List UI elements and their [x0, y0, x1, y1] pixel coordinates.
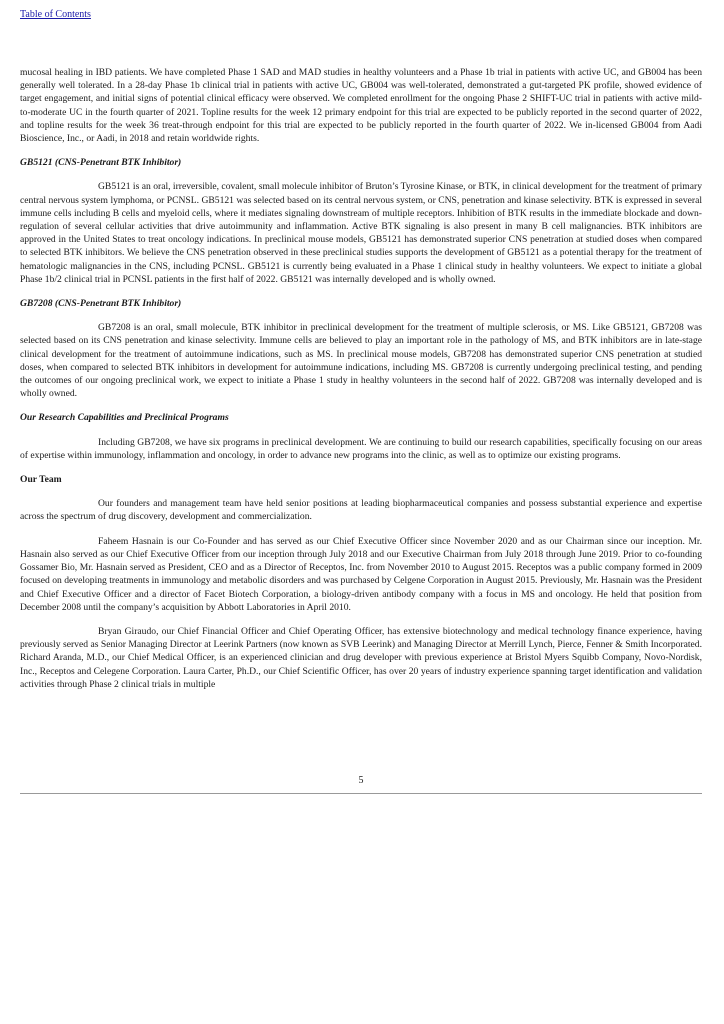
page-number: 5: [358, 775, 364, 786]
team-heading: Our Team: [20, 474, 62, 486]
research-paragraph: Including GB7208, we have six programs in preclinical development. We are continuing to build our research capabilities, specifically focusing on our areas of expertise within immunology, inflammation and oncology, in order to advance new programs into the clinic, as well as to optimize our existing programs.: [20, 436, 702, 461]
table-of-contents-link[interactable]: Table of Contents: [20, 9, 91, 20]
gb5121-paragraph: GB5121 is an oral, irreversible, covalent, small molecule inhibitor of Bruton’s Tyrosine Kinase, or BTK, in clinical development for the treatment of primary central nervous system lymphoma, or PCNSL. GB5121 was selected based on its central nervous system, or CNS, penetration and kinase selectivity. BTK is expressed in several immune cells including B cells and myeloid cells, where it mediates signaling downstream of multiple receptors. Inhibition of BTK results in the immediate blockade and down-regulation of several cellular activities that drive autoimmunity and inflammation. Active BTK signaling is also present in many B cell malignancies. BTK inhibitors are approved in the United States to treat oncology indications. In preclinical mouse models, GB5121 has demonstrated superior CNS penetration at studied doses when compared to selected BTK inhibitors. We believe the CNS penetration observed in these preclinical studies supports the development of GB5121 as a potential therapy for the treatment of hematologic malignancies in the CNS, including PCNSL. GB5121 is currently being evaluated in a Phase 1 clinical study in healthy volunteers. We expect to initiate a global Phase 1b/2 clinical trial in PCNSL patients in the first half of 2022. GB5121 was internally developed and is wholly owned.: [20, 181, 702, 285]
team-paragraph-3: Bryan Giraudo, our Chief Financial Officer and Chief Operating Officer, has extensive biotechnology and medical technology finance experience, having previously served as Senior Managing Director at Leerink Partners (now known as SVB Leerink) and Managing Director at Merrill Lynch, Pierce, Fenner & Smith Incorporated. Richard Aranda, M.D., our Chief Medical Officer, is an experienced clinician and drug developer with previous experience at Bristol Myers Squibb Company, Novo-Nordisk, Inc., Receptos and Celegene Corporation. Laura Carter, Ph.D., our Chief Scientific Officer, has over 20 years of industry experience spanning target identification and validation activities through Phase 2 clinical trials in multiple: [20, 625, 702, 690]
gb5121-heading: GB5121 (CNS-Penetrant BTK Inhibitor): [20, 157, 182, 169]
page-divider: [20, 793, 702, 794]
intro-paragraph: mucosal healing in IBD patients. We have completed Phase 1 SAD and MAD studies in healthy volunteers and a Phase 1b trial in patients with active UC, and GB004 has been generally well tolerated. In a 28-day Phase 1b clinical trial in patients with active UC, GB004 was well-tolerated, demonstrated a gut-targeted PK profile, showed evidence of target engagement, and initial signs of potential clinical efficacy were observed. We completed enrollment for the ongoing Phase 2 SHIFT-UC trial in patients with active mild-to-moderate UC in the fourth quarter of 2021. Topline results for the week 12 primary endpoint for this trial are expected to be publicly reported in the second quarter of 2022, and topline results for the week 36 treat-through endpoint for this trial are expected to be publicly reported in the fourth quarter of 2022. We in-licensed GB004 from Aadi Bioscience, Inc., or Aadi, in 2018 and retain worldwide rights.: [20, 67, 702, 145]
gb7208-heading: GB7208 (CNS-Penetrant BTK Inhibitor): [20, 298, 182, 310]
research-heading: Our Research Capabilities and Preclinical Programs: [20, 412, 229, 424]
team-paragraph-1: Our founders and management team have held senior positions at leading biopharmaceutical companies and possess substantial experience and expertise across the spectrum of drug discovery, development and commercialization.: [20, 498, 702, 523]
team-paragraph-2: Faheem Hasnain is our Co-Founder and has served as our Chief Executive Officer since November 2020 and as our Chairman since our inception. Mr. Hasnain also served as our Chief Executive Officer from our inception through July 2018 and our Executive Chairman from July 2018 through June 2019. Prior to co-founding Gossamer Bio, Mr. Hasnain served as President, CEO and as a Director of Receptos, Inc. from November 2010 to August 2015. Receptos was a public company formed in 2009 focused on developing treatments in immunology and metabolic disorders and was purchased by Celgene Corporation in August 2015. Previously, Mr. Hasnain was the President and Chief Executive Officer and a director of Facet Biotech Corporation, a biology-driven antibody company with a focus in MS and oncology. He held that position from December 2008 until the company’s acquisition by Abbott Laboratories in April 2010.: [20, 535, 703, 613]
document-body: [20, 66, 702, 691]
gb7208-paragraph: GB7208 is an oral, small molecule, BTK inhibitor in preclinical development for the treatment of multiple sclerosis, or MS. Like GB5121, GB7208 was selected based on its CNS penetration and kinase selectivity. Immune cells are believed to play an important role in the pathology of MS, and BTK inhibitors are in late-stage clinical development for the treatment of autoimmune indications, such as MS. In preclinical mouse models, GB7208 has demonstrated superior CNS penetration at studied doses, when compared to selected BTK inhibitors in development for autoimmune indications, including MS. GB7208 is currently undergoing preclinical testing, and pending the outcomes of our ongoing preclinical work, we expect to initiate a Phase 1 study in healthy volunteers in the second half of 2022. GB7208 was internally developed and is wholly owned.: [20, 322, 702, 400]
document-page: [20, 0, 702, 1024]
